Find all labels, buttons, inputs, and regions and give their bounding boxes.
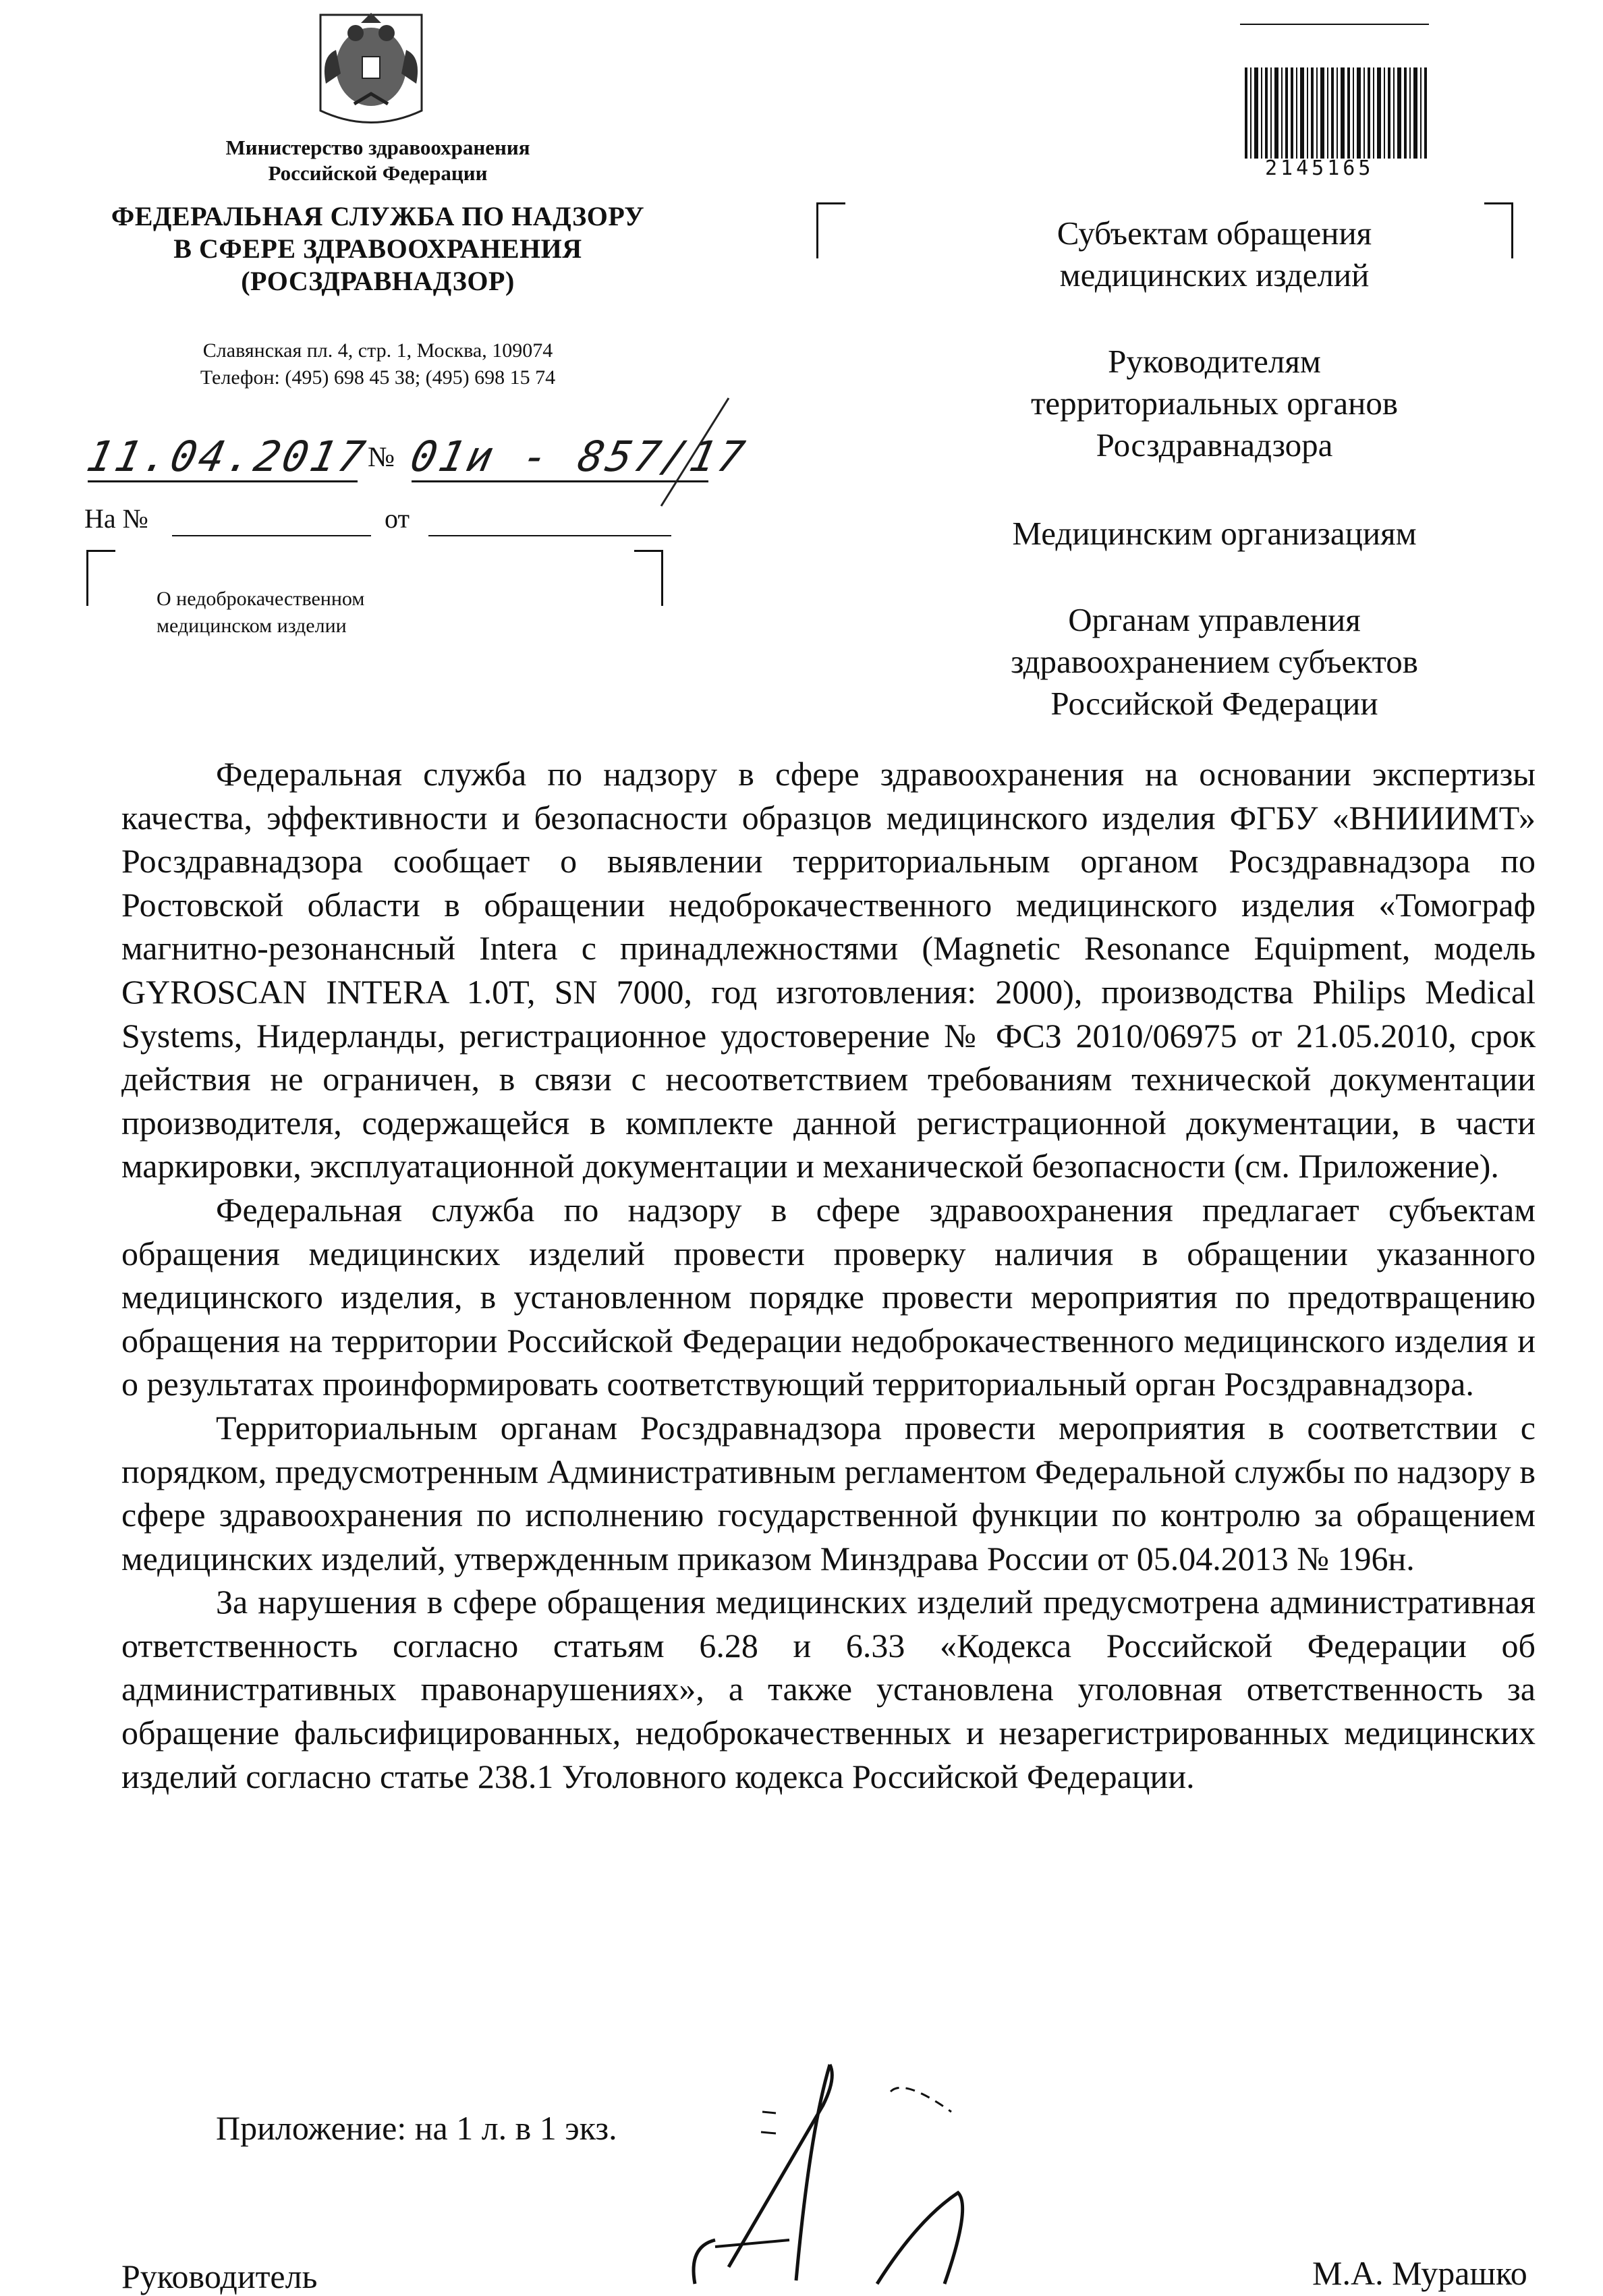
phone-line: Телефон: (495) 698 45 38; (495) 698 15 74 bbox=[200, 366, 556, 389]
addressee-line: Российской Федерации bbox=[1050, 685, 1378, 722]
subject-corner-left bbox=[86, 550, 115, 606]
reference-line bbox=[84, 503, 678, 543]
subject-text: медицинском изделии bbox=[157, 615, 347, 637]
addressee-line: Росздравнадзора bbox=[1096, 426, 1333, 464]
addressee-line: Медицинским организациям bbox=[1012, 515, 1417, 552]
body-paragraph: Федеральная служба по надзору в сфере здравоохранения предлагает субъектам обращения медицинских изделий провести проверку наличия в обращении указанного медицинского изделия, в установленном порядке провести мероприятия по предотвращению обращения на территории Российской Федерации недоброкачественного медицинского изделия и о результатах проинформировать соответствующий территориальный орган Росздравнадзора. bbox=[121, 1190, 1536, 1403]
attachment-note: Приложение: на 1 л. в 1 экз. bbox=[216, 2109, 617, 2147]
handwritten-signature bbox=[675, 2051, 1052, 2291]
address-line: Славянская пл. 4, стр. 1, Москва, 109074 bbox=[202, 339, 553, 362]
service-line: (РОСЗДРАВНАДЗОР) bbox=[241, 266, 515, 296]
sender-address bbox=[40, 337, 715, 391]
signatory-position: Руководитель bbox=[121, 2258, 318, 2295]
addressee-block bbox=[877, 213, 1552, 296]
subject-corner-right bbox=[634, 550, 663, 606]
addressee-corner-left bbox=[816, 202, 845, 258]
subject-line bbox=[157, 586, 629, 640]
addressee-line: Органам управления bbox=[1068, 601, 1361, 638]
addressee-block bbox=[877, 341, 1552, 466]
date-underline bbox=[88, 480, 358, 482]
ministry-line: Министерство здравоохранения bbox=[225, 136, 530, 159]
addressee-block bbox=[877, 599, 1552, 725]
ministry-line: Российской Федерации bbox=[268, 161, 488, 185]
signatory-name: М.А. Мурашко bbox=[1312, 2254, 1527, 2292]
body-paragraph: Федеральная служба по надзору в сфере здравоохранения на основании экспертизы качества, эффективности и безопасности образцов медицинского изделия ФГБУ «ВНИИИМТ» Росздравнадзора сообщает о выявлении территориальным органом Росздравнадзора по Ростовской области в обращении недоброкачественного медицинского изделия «Томограф магнитно-резонансный Intera с принадлежностями (Magnetic Resonance Equipment, модель GYROSCAN INTERA 1.0T, SN 7000, год изготовления: 2000), производства Philips Medical Systems, Нидерланды, регистрационное удостоверение № ФСЗ 2010/06975 от 21.05.2010, срок действия не ограничен, в связи с несоответствием требованиям технической документации производителя, содержащейся в комплекте данной регистрационной документации, в части маркировки, эксплуатационной документации и механической безопасности (см. Приложение). bbox=[121, 755, 1536, 1185]
addressee-line: Руководителям bbox=[1108, 343, 1321, 380]
barcode-number: 2145165 bbox=[1265, 157, 1374, 180]
coat-of-arms-emblem bbox=[314, 9, 428, 128]
ref-date-blank bbox=[428, 535, 671, 536]
ref-number-label: На № bbox=[84, 503, 148, 534]
service-line: ФЕДЕРАЛЬНАЯ СЛУЖБА ПО НАДЗОРУ bbox=[111, 201, 645, 231]
ref-number-blank bbox=[172, 535, 371, 536]
body-paragraph: Территориальным органам Росздравнадзора провести мероприятия в соответствии с порядком, предусмотренным Административным регламентом Федеральной службы по надзору в сфере здравоохранения по исполнению государственной функции по контролю за обращением медицинских изделий, утвержденным приказом Минздрава России от 05.04.2013 № 196н. bbox=[121, 1408, 1536, 1577]
addressee-line: здравоохранением субъектов bbox=[1011, 643, 1418, 680]
body-paragraph: За нарушения в сфере обращения медицинских изделий предусмотрена административная ответственность согласно статьям 6.28 и 6.33 «Кодекса Российской Федерации об административных правонарушениях», а также установлена уголовная ответственность за обращение фальсифицированных, недоброкачественных и незарегистрированных медицинских изделий согласно статье 238.1 Уголовного кодекса Российской Федерации. bbox=[121, 1583, 1536, 1795]
barcode bbox=[1245, 67, 1447, 162]
subject-text: О недоброкачественном bbox=[157, 588, 365, 610]
addressee-line: Субъектам обращения bbox=[1057, 215, 1372, 252]
service-name bbox=[40, 200, 715, 298]
number-slash-mark bbox=[648, 391, 742, 516]
addressee-block bbox=[877, 513, 1552, 555]
ministry-name bbox=[40, 135, 715, 186]
ref-from-label: от bbox=[385, 503, 410, 534]
registration-number: 01и - 857/17 bbox=[406, 432, 752, 481]
service-line: В СФЕРЕ ЗДРАВООХРАНЕНИЯ bbox=[173, 233, 582, 264]
addressee-line: территориальных органов bbox=[1031, 385, 1398, 422]
letter-body bbox=[121, 752, 1536, 1798]
addressee-line: медицинских изделий bbox=[1059, 256, 1370, 293]
number-sign: № bbox=[368, 442, 395, 473]
registration-date: 11.04.2017 bbox=[82, 432, 372, 481]
